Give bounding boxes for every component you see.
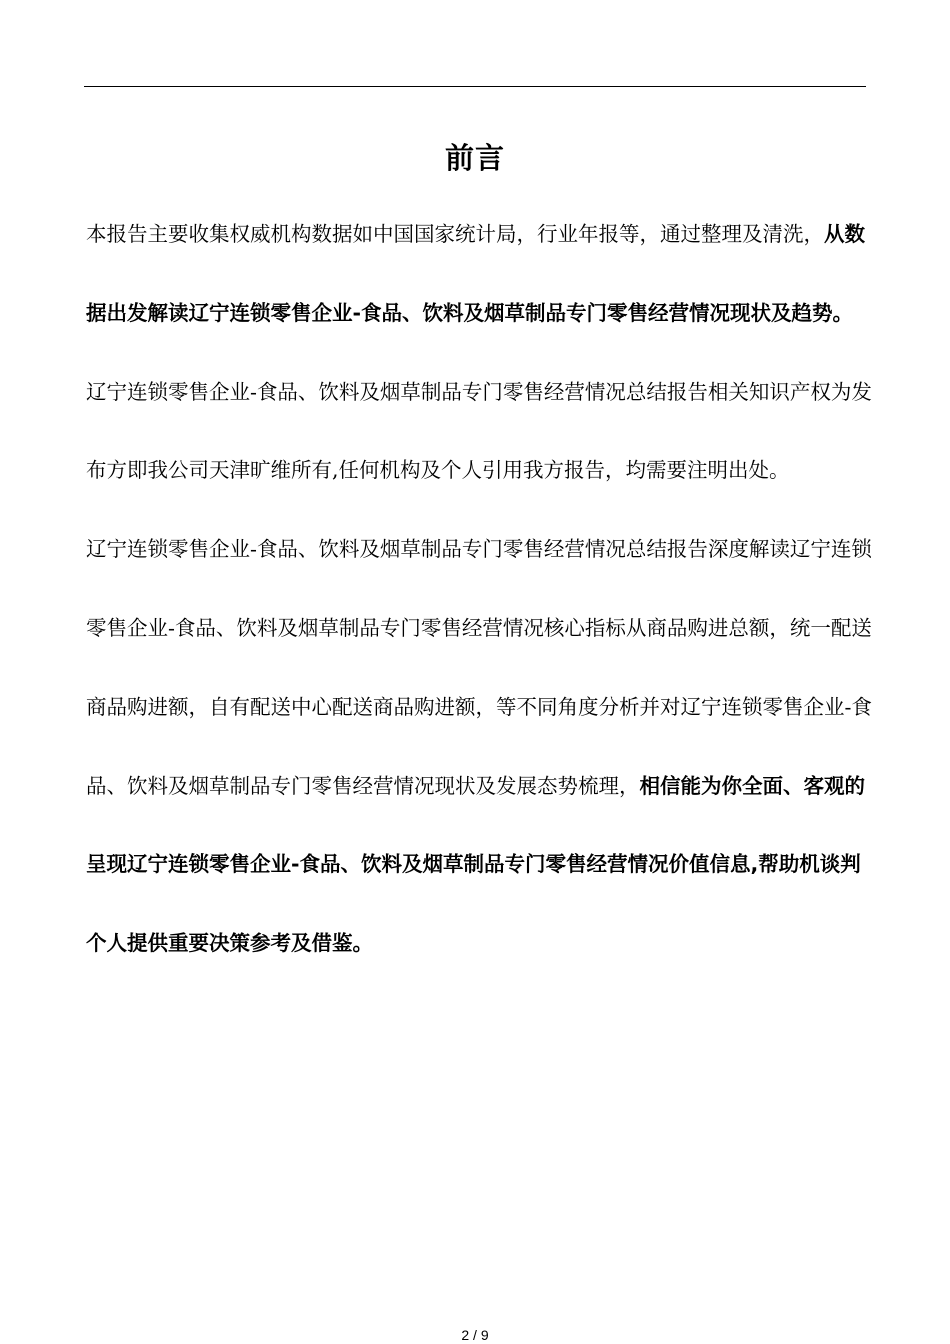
page-number: 2 / 9 [461, 1327, 489, 1343]
header-rule [84, 86, 866, 87]
body-text [86, 195, 876, 983]
paragraph-emphasis: 从数据出发解读辽宁连锁零售企业-食品、饮料及烟草制品专门零售经营情况现状及趋势。 [86, 222, 865, 325]
paragraph-text: 辽宁连锁零售企业-食品、饮料及烟草制品专门零售经营情况总结报告相关知识产权为发布方即我公司天津旷维所有,任何机构及个人引用我方报告，均需要注明出处。 [86, 379, 872, 483]
paragraph-data-source [86, 195, 876, 353]
paragraph-emphasis: 相信能为你全面、客观的呈现辽宁连锁零售企业-食品、饮料及烟草制品专门零售经营情况价值信息,帮助机谈判个人提供重要决策参考及借鉴。 [86, 773, 865, 956]
paragraph-text: 本报告主要收集权威机构数据如中国国家统计局，行业年报等，通过整理及清洗， [86, 222, 824, 246]
page-heading: 前言 [444, 141, 505, 175]
paragraph-copyright [86, 353, 876, 511]
paragraph-text: 辽宁连锁零售企业-食品、饮料及烟草制品专门零售经营情况总结报告深度解读辽宁连锁零售企业-食品、饮料及烟草制品专门零售经营情况核心指标从商品购进总额，统一配送商品购进额，自有配送中心配送商品购进额，等不同角度分析并对辽宁连锁零售企业-食品、饮料及烟草制品专门零售经营情况现状及发展态势梳理， [86, 537, 872, 798]
paragraph-analysis [86, 510, 876, 983]
